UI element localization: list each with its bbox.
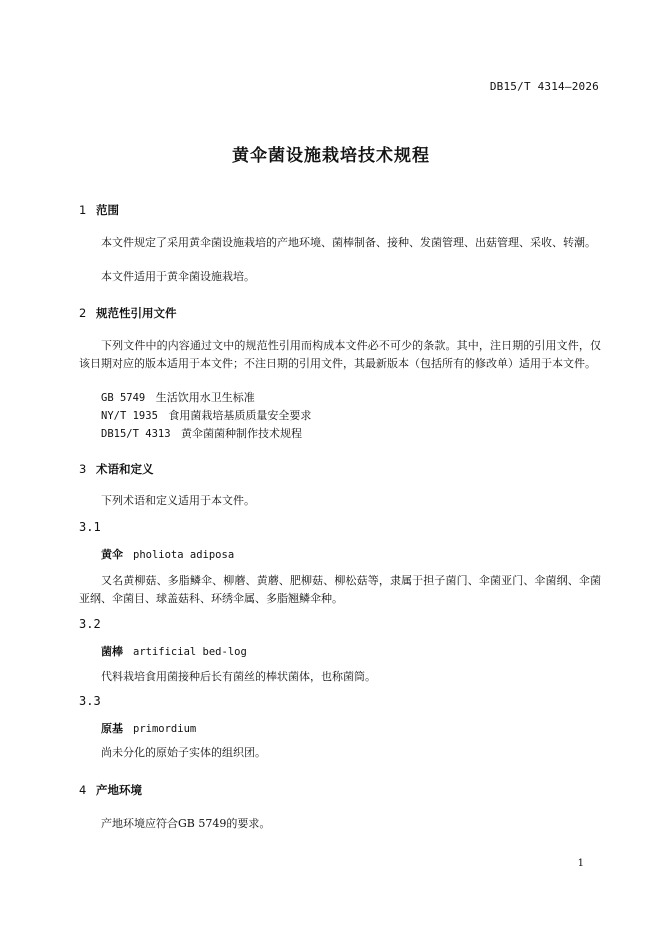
term-chinese: 菌棒 — [101, 645, 123, 658]
section-number: 1 — [79, 203, 87, 217]
term-english: artificial bed-log — [133, 646, 247, 658]
document-title: 黄伞菌设施栽培技术规程 — [232, 146, 430, 166]
scope-paragraph-1: 本文件规定了采用黄伞菌设施栽培的产地环境、菌棒制备、接种、发菌管理、出菇管理、采收、转潮。 — [101, 236, 596, 249]
terms-intro-paragraph: 下列术语和定义适用于本文件。 — [101, 494, 255, 507]
term-chinese: 黄伞 — [101, 548, 123, 561]
ref-code: GB 5749 — [101, 392, 146, 404]
term-number: 3.3 — [79, 694, 101, 708]
term-number: 3.2 — [79, 617, 101, 631]
ref-code: NY/T 1935 — [101, 410, 158, 422]
ref-code: DB15/T 4313 — [101, 428, 171, 440]
section-heading-scope — [79, 202, 119, 218]
ref-name: 食用菌栽培基质质量安全要求 — [168, 409, 312, 422]
ref-name: 生活饮用水卫生标准 — [155, 391, 255, 404]
section-number: 3 — [79, 462, 87, 476]
term-entry — [101, 720, 196, 736]
term-number: 3.1 — [79, 520, 101, 534]
term-definition: 尚未分化的原始子实体的组织团。 — [101, 746, 266, 759]
refs-intro-paragraph: 下列文件中的内容通过文中的规范性引用而构成本文件必不可少的条款。其中，注日期的引用文件，仅该日期对应的版本适用于本文件；不注日期的引用文件，其最新版本（包括所有的修改单）适用于本文件。 — [79, 339, 601, 370]
env-paragraph-1: 产地环境应符合GB 5749的要求。 — [101, 817, 271, 830]
ref-item — [101, 389, 255, 405]
section-title: 范围 — [96, 203, 119, 217]
term-entry — [101, 643, 247, 659]
section-title: 产地环境 — [96, 783, 142, 797]
term-entry — [101, 546, 234, 562]
document-id: DB15/T 4314—2026 — [489, 80, 599, 93]
section-number: 2 — [79, 306, 87, 320]
ref-item — [101, 425, 302, 441]
ref-item — [101, 407, 311, 423]
section-title: 规范性引用文件 — [96, 306, 177, 320]
term-english: pholiota adiposa — [133, 549, 235, 561]
term-english: primordium — [133, 723, 197, 735]
section-heading-terms — [79, 461, 154, 477]
term-definition: 代料栽培食用菌接种后长有菌丝的棒状菌体，也称菌筒。 — [101, 670, 376, 683]
page-number: 1 — [577, 858, 584, 869]
scope-paragraph-2: 本文件适用于黄伞菌设施栽培。 — [101, 270, 255, 283]
term-definition: 又名黄柳菇、多脂鳞伞、柳蘑、黄蘑、肥柳菇、柳松菇等，隶属于担子菌门、伞菌亚门、伞菌纲、伞菌亚纲、伞菌目、球盖菇科、环绣伞属、多脂翘鳞伞种。 — [79, 574, 601, 605]
ref-name: 黄伞菌菌种制作技术规程 — [181, 427, 303, 440]
section-heading-env — [79, 782, 142, 798]
section-title: 术语和定义 — [96, 462, 154, 476]
term-chinese: 原基 — [101, 722, 123, 735]
section-number: 4 — [79, 783, 87, 797]
section-heading-refs — [79, 305, 177, 321]
